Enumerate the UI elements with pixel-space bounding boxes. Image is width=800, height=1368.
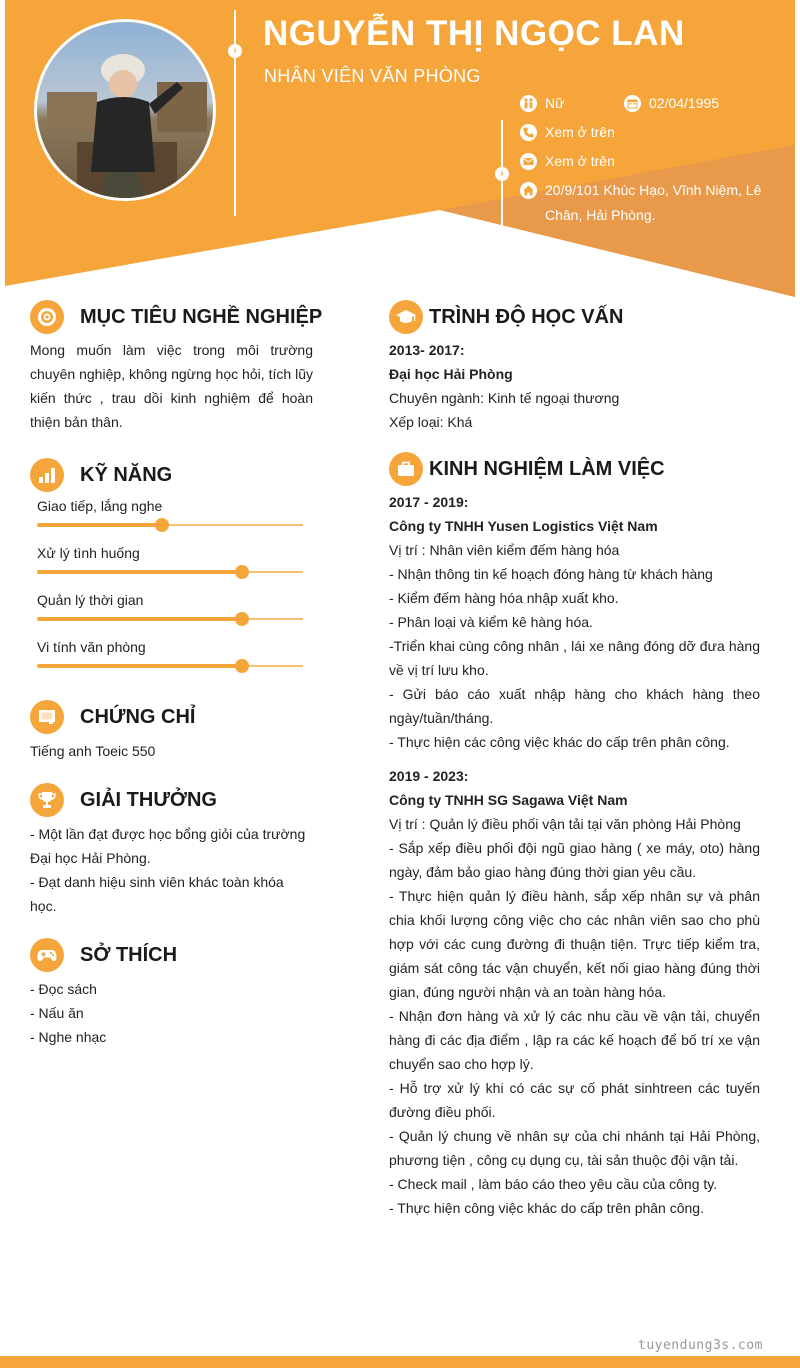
trophy-icon — [30, 783, 64, 817]
job-line: - Thực hiện công việc khác do cấp trên phân công. — [389, 1200, 704, 1216]
education-title: TRÌNH ĐỘ HỌC VẤN — [429, 305, 624, 328]
phone-value: Xem ở trên — [545, 124, 615, 140]
header-divider — [234, 10, 236, 216]
awards-title: GIẢI THƯỞNG — [80, 788, 217, 811]
profile-photo — [37, 22, 213, 198]
skill-item — [30, 637, 313, 684]
job-line: - Phân loại và kiểm kê hàng hóa. — [389, 614, 593, 630]
address-value: 20/9/101 Khúc Hạo, Vĩnh Niệm, Lê Chân, Hải Phòng. — [545, 182, 762, 223]
award-item: - Một lần đạt được học bổng giỏi của trường Đại học Hải Phòng. — [30, 826, 306, 866]
skill-label: Vi tính văn phòng — [37, 639, 146, 655]
job-entry — [389, 764, 760, 1220]
job-line: Vị trí : Quản lý điều phối vận tải tại văn phòng Hải Phòng — [389, 816, 741, 832]
skill-fill — [37, 570, 242, 574]
job-line: - Nhận thông tin kế hoạch đóng hàng từ khách hàng — [389, 566, 713, 582]
skill-fill — [37, 664, 242, 668]
email-value: Xem ở trên — [545, 153, 615, 169]
certificates-title: CHỨNG CHỈ — [80, 705, 196, 728]
skill-slider-knob — [235, 659, 249, 673]
job-line: - Thực hiện quản lý điều hành, sắp xếp nhân sự và phân chia khối lượng công việc cho các nhân viên sao cho phù hợp với các cung đường đi thuận tiện. Trực tiếp kiểm tra, giám sát công tác vận chuyển, kết nối giao hàng đúng thời gian, đúng người nhận và an toàn hàng hóa. — [389, 888, 760, 1000]
awards-header — [30, 781, 313, 819]
bar-chart-icon — [30, 458, 64, 492]
skill-label: Quản lý thời gian — [37, 592, 144, 608]
certificate-item: Tiếng anh Toeic 550 — [30, 743, 156, 759]
education-header — [389, 298, 760, 336]
bottom-bar — [0, 1356, 800, 1368]
left-column — [30, 298, 323, 1049]
job-line: - Thực hiện các công việc khác do cấp trên phân công. — [389, 734, 730, 750]
watermark: tuyendung3s.com — [638, 1338, 763, 1353]
award-item: - Đạt danh hiệu sinh viên khác toàn khóa học. — [30, 874, 284, 914]
certificate-icon — [30, 700, 64, 734]
gender-icon — [520, 95, 537, 112]
hobby-item: - Đọc sách — [30, 981, 97, 997]
job-line: - Hỗ trợ xử lý khi có các sự cố phát sinhtreen các tuyến đường điều phối. — [389, 1080, 760, 1120]
job-line: - Quản lý chung về nhân sự của chi nhánh tại Hải Phòng, phương tiện , công cụ dụng cụ, tài sản thuộc đội vận tải. — [389, 1128, 760, 1168]
job-title: NHÂN VIÊN VĂN PHÒNG — [264, 66, 481, 86]
right-column — [389, 298, 760, 1220]
skill-slider-knob — [155, 518, 169, 532]
certificates-header — [30, 698, 313, 736]
education-school: Đại học Hải Phòng — [389, 366, 513, 382]
phone-icon — [520, 124, 537, 141]
job-entry — [389, 490, 760, 754]
target-icon — [30, 300, 64, 334]
avatar — [34, 19, 216, 201]
objective-text: Mong muốn làm việc trong môi trường chuyên nghiệp, không ngừng học hỏi, tích lũy kiến thức , trau dồi kinh nghiệm để hoàn thiện bản thân. — [30, 342, 313, 430]
education-major: Chuyên ngành: Kinh tế ngoại thương — [389, 390, 620, 406]
gamepad-icon — [30, 938, 64, 972]
graduation-cap-icon — [389, 300, 423, 334]
awards-list — [30, 822, 313, 918]
objective-header — [30, 298, 323, 336]
email-info — [520, 149, 760, 174]
calendar-icon — [624, 95, 641, 112]
objective-title: MỤC TIÊU NGHỀ NGHIỆP — [80, 305, 323, 328]
dob-value: 02/04/1995 — [649, 95, 720, 111]
skill-item — [30, 496, 313, 543]
job-company: Công ty TNHH Yusen Logistics Việt Nam — [389, 518, 658, 534]
skills-header — [30, 456, 313, 494]
skill-item — [30, 543, 313, 590]
dob-info — [624, 91, 764, 116]
skill-label: Xử lý tình huống — [37, 545, 140, 561]
phone-info — [520, 120, 760, 145]
education-block — [389, 338, 760, 434]
job-line: - Gửi báo cáo xuất nhập hàng cho khách hàng theo ngày/tuần/tháng. — [389, 686, 760, 726]
home-icon — [520, 182, 537, 199]
job-line: Vị trí : Nhân viên kiểm đếm hàng hóa — [389, 542, 620, 558]
job-line: - Nhận đơn hàng và xử lý các nhu cầu về vận tải, chuyển hàng đi các địa điểm , lập ra các kế hoạch để bố trí xe vận chuyển sao cho hợp lý. — [389, 1008, 760, 1072]
briefcase-icon — [389, 452, 423, 486]
hobbies-title: SỞ THÍCH — [80, 943, 178, 966]
skill-slider-knob — [235, 612, 249, 626]
education-period: 2013- 2017: — [389, 342, 465, 358]
education-grade: Xếp loại: Khá — [389, 414, 473, 430]
gender-info — [520, 91, 620, 116]
job-company: Công ty TNHH SG Sagawa Việt Nam — [389, 792, 628, 808]
skill-fill — [37, 523, 162, 527]
job-line: - Sắp xếp điều phối đội ngũ giao hàng ( xe máy, oto) hàng ngày, đảm bảo giao hàng đúng thời gian yêu cầu. — [389, 840, 760, 880]
hobbies-header — [30, 936, 313, 974]
skill-slider-knob — [235, 565, 249, 579]
chevron-right-icon: › — [228, 44, 242, 58]
job-line: -Triển khai cùng công nhân , lái xe nâng đóng dỡ đưa hàng về vị trí lưu kho. — [389, 638, 760, 678]
job-period: 2019 - 2023: — [389, 768, 469, 784]
hobby-item: - Nấu ăn — [30, 1005, 84, 1021]
skills-list — [30, 496, 313, 684]
candidate-name: NGUYỄN THỊ NGỌC LAN — [263, 14, 685, 53]
skill-fill — [37, 617, 242, 621]
experience-title: KINH NGHIỆM LÀM VIỆC — [429, 457, 665, 480]
skill-label: Giao tiếp, lắng nghe — [37, 498, 163, 514]
chevron-right-icon: › — [495, 167, 509, 181]
address-info — [520, 178, 765, 228]
job-period: 2017 - 2019: — [389, 494, 469, 510]
skills-title: KỸ NĂNG — [80, 463, 173, 486]
gender-value: Nữ — [545, 95, 565, 111]
job-line: - Kiểm đếm hàng hóa nhập xuất kho. — [389, 590, 619, 606]
skill-item — [30, 590, 313, 637]
hobby-item: - Nghe nhạc — [30, 1029, 107, 1045]
experience-header — [389, 450, 760, 488]
hobbies-list — [30, 977, 313, 1049]
email-icon — [520, 153, 537, 170]
job-line: - Check mail , làm báo cáo theo yêu cầu của công ty. — [389, 1176, 718, 1192]
